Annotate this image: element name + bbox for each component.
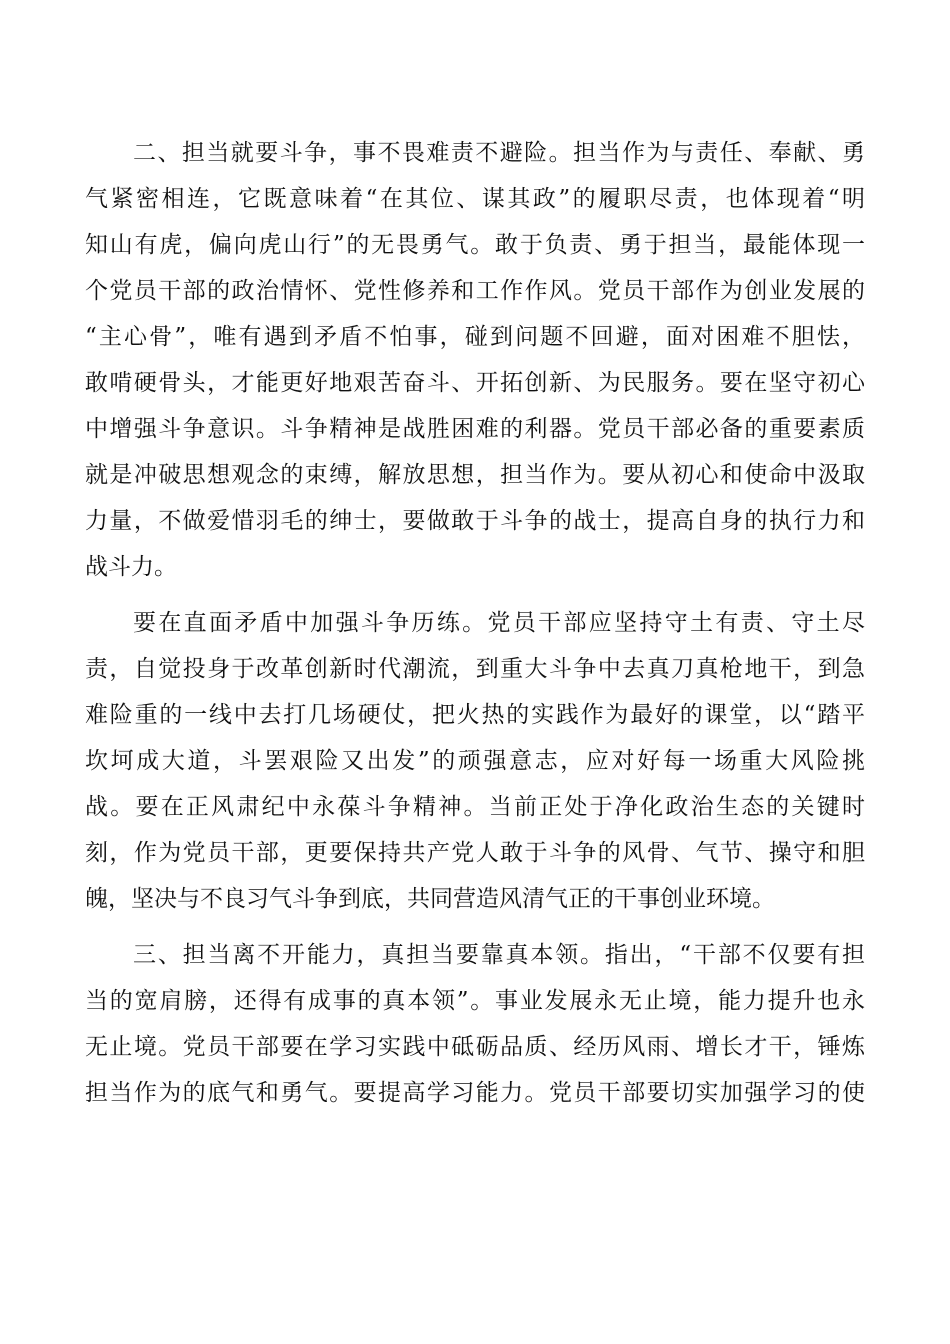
text-line: 敢啃硬骨头，才能更好地艰苦奋斗、开拓创新、为民服务。要在坚守初心	[85, 370, 865, 396]
text-line: 战斗力。	[85, 554, 177, 580]
text-line: 当的宽肩膀，还得有成事的真本领”。事业发展永无止境，能力提升也永	[85, 988, 865, 1014]
text-line: 中增强斗争意识。斗争精神是战胜困难的利器。党员干部必备的重要素质	[85, 416, 865, 442]
text-line: “主心骨”，唯有遇到矛盾不怕事，碰到问题不回避，面对困难不胆怯，	[85, 324, 865, 350]
text-line: 难险重的一线中去打几场硬仗，把火热的实践作为最好的课堂，以“踏平	[85, 702, 865, 728]
document-body	[85, 130, 865, 1116]
text-line: 担当作为的底气和勇气。要提高学习能力。党员干部要切实加强学习的使	[85, 1080, 865, 1106]
paragraph-3	[85, 932, 865, 1116]
text-line: 力量，不做爱惜羽毛的绅士，要做敢于斗争的战士，提高自身的执行力和	[85, 508, 865, 534]
text-line: 知山有虎，偏向虎山行”的无畏勇气。敢于负责、勇于担当，最能体现一	[85, 232, 865, 258]
text-line: 个党员干部的政治情怀、党性修养和工作作风。党员干部作为创业发展的	[85, 278, 865, 304]
text-line: 责，自觉投身于改革创新时代潮流，到重大斗争中去真刀真枪地干，到急	[85, 656, 865, 682]
text-line: 气紧密相连，它既意味着“在其位、谋其政”的履职尽责，也体现着“明	[85, 186, 865, 212]
text-line: 要在直面矛盾中加强斗争历练。党员干部应坚持守土有责、守土尽	[133, 610, 865, 636]
text-line: 坎坷成大道，斗罢艰险又出发”的顽强意志，应对好每一场重大风险挑	[85, 748, 865, 774]
text-line: 就是冲破思想观念的束缚，解放思想，担当作为。要从初心和使命中汲取	[85, 462, 865, 488]
text-line: 无止境。党员干部要在学习实践中砥砺品质、经历风雨、增长才干，锤炼	[85, 1034, 865, 1060]
paragraph-1	[85, 130, 865, 590]
text-line: 二、担当就要斗争，事不畏难责不避险。担当作为与责任、奉献、勇	[133, 140, 865, 166]
text-line: 三、担当离不开能力，真担当要靠真本领。指出，“干部不仅要有担	[133, 942, 865, 968]
text-line: 战。要在正风肃纪中永葆斗争精神。当前正处于净化政治生态的关键时	[85, 794, 865, 820]
text-line: 魄，坚决与不良习气斗争到底，共同营造风清气正的干事创业环境。	[85, 886, 775, 912]
text-line: 刻，作为党员干部，更要保持共产党人敢于斗争的风骨、气节、操守和胆	[85, 840, 865, 866]
paragraph-2	[85, 600, 865, 922]
